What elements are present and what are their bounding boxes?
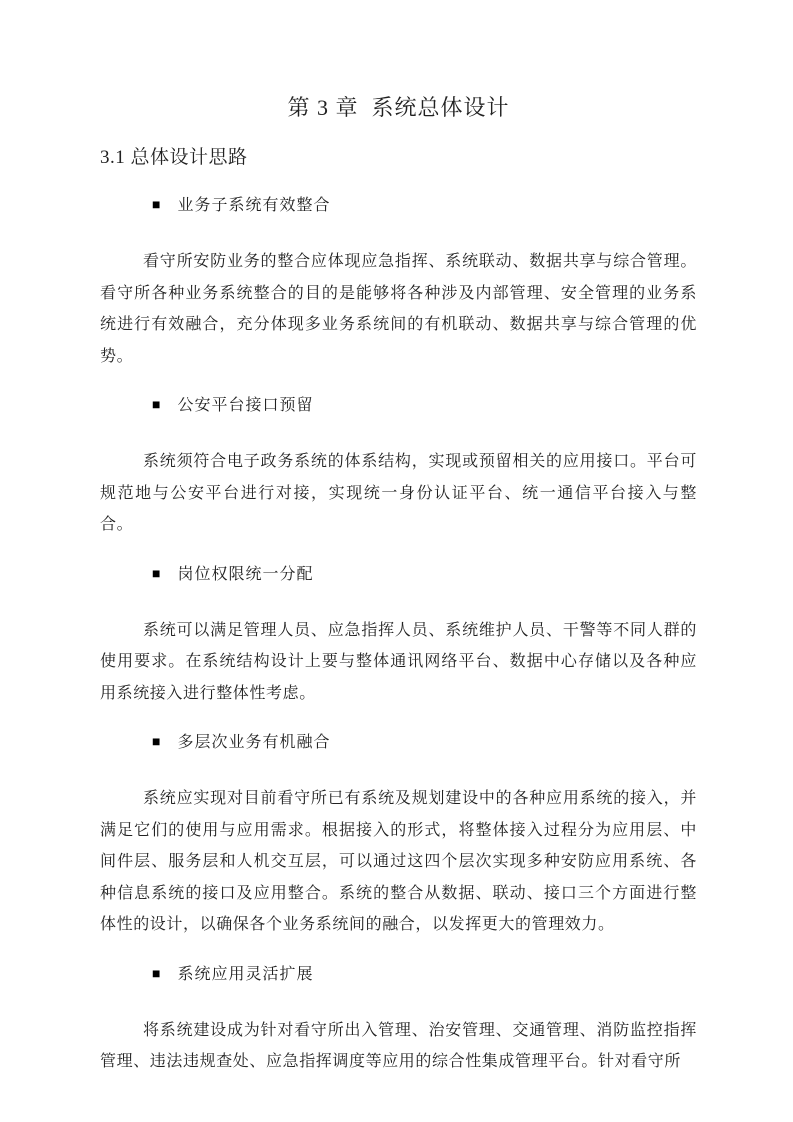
body-paragraph: 将系统建设成为针对看守所出入管理、治安管理、交通管理、消防监控指挥管理、违法违规查处、应急指挥调度等应用的综合性集成管理平台。针对看守所: [100, 1021, 697, 1070]
bullet-label: 公安平台接口预留: [177, 397, 314, 414]
bullet-label: 岗位权限统一分配: [177, 565, 314, 583]
chapter-title: 第 3 章 系统总体设计: [287, 95, 510, 120]
bullet-label: 系统应用灵活扩展: [177, 965, 314, 983]
section-heading: 3.1 总体设计思路: [100, 147, 248, 168]
bullet-item: [152, 394, 697, 418]
bullet-item: [152, 963, 697, 987]
bullet-item: [152, 731, 697, 755]
black-square-bullet-icon: ■: [152, 735, 162, 750]
body-paragraph: 系统须符合电子政务系统的体系结构，实现或预留相关的应用接口。平台可规范地与公安平台进行对接，实现统一身份认证平台、统一通信平台接入与整合。: [100, 453, 697, 533]
black-square-bullet-icon: ■: [152, 566, 162, 582]
black-square-bullet-icon: ■: [152, 198, 162, 213]
body-paragraph: 看守所安防业务的整合应体现应急指挥、系统联动、数据共享与综合管理。看守所各种业务系统整合的目的是能够将各种涉及内部管理、安全管理的业务系统进行有效融合，充分体现多业务系统间的有机联动、数据共享与综合管理的优势。: [100, 253, 697, 365]
bullet-item: [152, 194, 697, 218]
bullet-item: [152, 563, 697, 587]
black-square-bullet-icon: ■: [152, 398, 162, 413]
body-paragraph: 系统应实现对目前看守所已有系统及规划建设中的各种应用系统的接入，并满足它们的使用与应用需求。根据接入的形式，将整体接入过程分为应用层、中间件层、服务层和人机交互层，可以通过这四个层次实现多种安防应用系统、各种信息系统的接口及应用整合。系统的整合从数据、联动、接口三个方面进行整体性的设计，以确保各个业务系统间的融合，以发挥更大的管理效力。: [100, 790, 697, 933]
body-paragraph: 系统可以满足管理人员、应急指挥人员、系统维护人员、干警等不同人群的使用要求。在系统结构设计上要与整体通讯网络平台、数据中心存储以及各种应用系统接入进行整体性考虑。: [100, 621, 697, 702]
bullet-label: 多层次业务有机融合: [177, 734, 331, 751]
bullet-label: 业务子系统有效整合: [177, 197, 331, 214]
black-square-bullet-icon: ■: [152, 966, 162, 982]
